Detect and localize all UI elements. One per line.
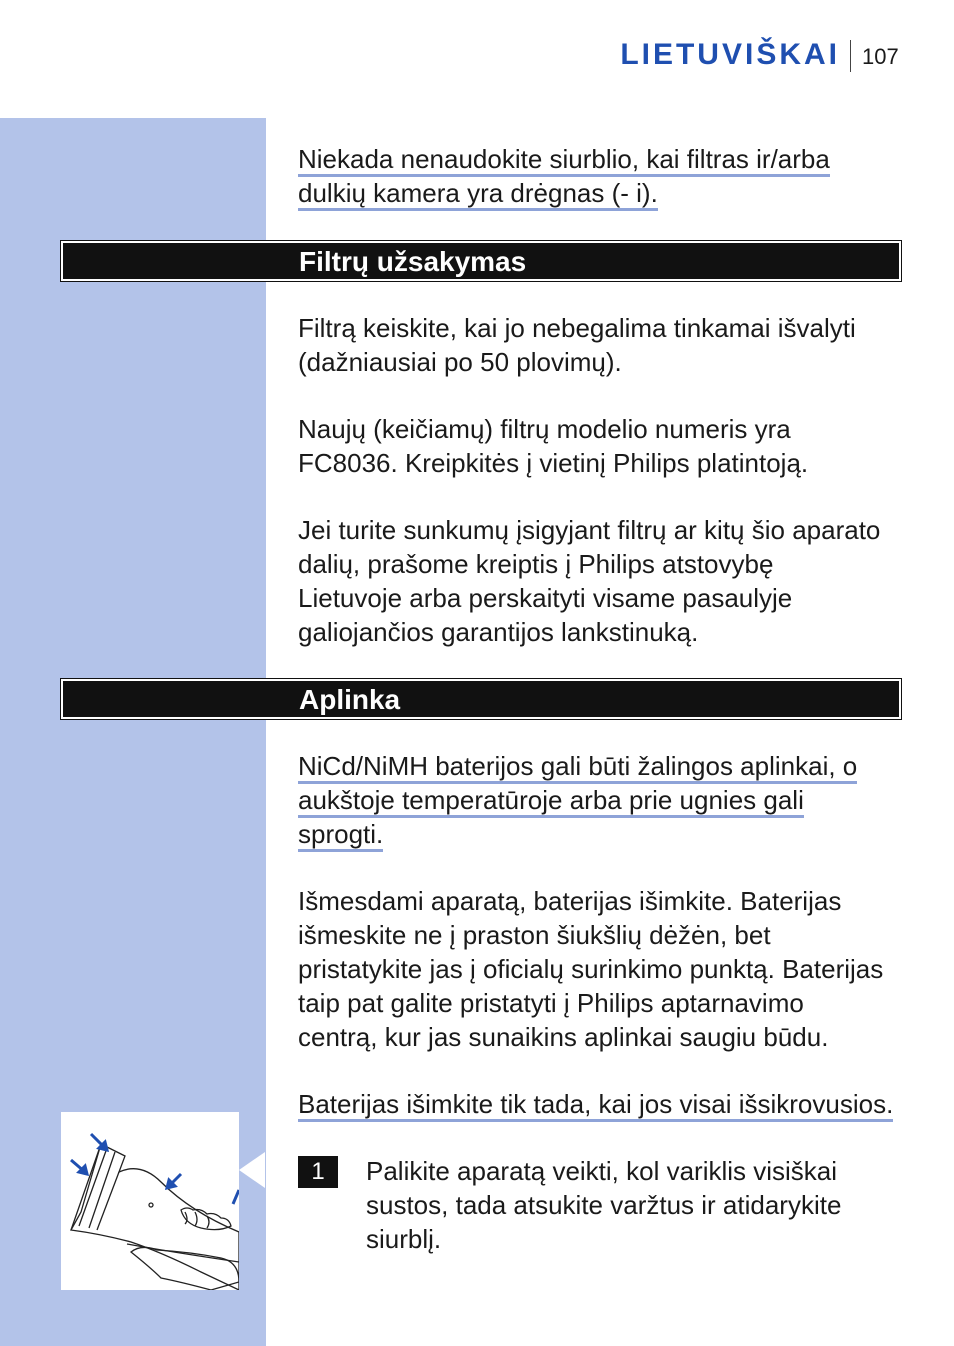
- disposal-paragraph: [298, 884, 908, 1054]
- disposal-line-5: centrą, kur jas sunaikins aplinkai saugiu būdu.: [298, 1022, 829, 1052]
- battery-remove-line: Baterijas išimkite tik tada, kai jos visai išsikrovusios.: [298, 1089, 893, 1122]
- language-header: LIETUVIŠKAI: [620, 38, 840, 71]
- battery-warning-paragraph: [298, 749, 908, 851]
- section-bar-filters: [61, 241, 901, 281]
- step-line-3: siurblį.: [366, 1224, 442, 1254]
- filters-p3-line-2: dalių, prašome kreiptis į Philips atstovybę: [298, 549, 774, 579]
- filters-p1-line-2: (dažniausiai po 50 plovimų).: [298, 347, 622, 377]
- disposal-line-3: pristatykite jas į oficialų surinkimo punktą. Baterijas: [298, 954, 884, 984]
- filters-p3-line-3: Lietuvoje arba perskaityti visame pasaulyje: [298, 583, 793, 613]
- filters-paragraph-2: [298, 412, 908, 480]
- step-instruction: [366, 1154, 906, 1256]
- disposal-line-4: taip pat galite pristatyti į Philips aptarnavimo: [298, 988, 804, 1018]
- page-number: 107: [862, 44, 899, 69]
- hand-vacuum-drawing: [61, 1112, 239, 1290]
- battery-warning-line-3: sprogti.: [298, 819, 383, 852]
- section-title-filters: Filtrų užsakymas: [299, 246, 527, 277]
- battery-warning-line-1: NiCd/NiMH baterijos gali būti žalingos aplinkai, o: [298, 751, 857, 784]
- filters-p2-line-1: Naujų (keičiamų) filtrų modelio numeris yra: [298, 414, 791, 444]
- section-bar-environment: [61, 679, 901, 719]
- step-number-badge: 1: [298, 1156, 338, 1188]
- step-line-1: Palikite aparatą veikti, kol variklis visiškai: [366, 1156, 838, 1186]
- disposal-line-1: Išmesdami aparatą, baterijas išimkite. Baterijas: [298, 886, 842, 916]
- disposal-line-2: išmeskite ne į praston šiukšlių dėžėn, bet: [298, 920, 771, 950]
- vacuum-illustration: [61, 1112, 239, 1290]
- warning-paragraph: [298, 142, 908, 210]
- filters-p3-line-4: galiojančios garantijos lankstinuką.: [298, 617, 699, 647]
- filters-p1-line-1: Filtrą keiskite, kai jo nebegalima tinkamai išvalyti: [298, 313, 856, 343]
- step-line-2: sustos, tada atsukite varžtus ir atidarykite: [366, 1190, 842, 1220]
- header-separator: [850, 40, 851, 72]
- battery-remove-note: [298, 1087, 908, 1121]
- filters-paragraph-1: [298, 311, 908, 379]
- warning-line-1: Niekada nenaudokite siurblio, kai filtras ir/arba: [298, 144, 830, 177]
- warning-line-2: dulkių kamera yra drėgnas (- i).: [298, 178, 658, 211]
- illustration-pointer: [239, 1152, 265, 1188]
- filters-paragraph-3: [298, 513, 918, 649]
- filters-p3-line-1: Jei turite sunkumų įsigyjant filtrų ar kitų šio aparato: [298, 515, 881, 545]
- section-title-environment: Aplinka: [299, 684, 401, 715]
- battery-warning-line-2: aukštoje temperatūroje arba prie ugnies gali: [298, 785, 804, 818]
- filters-p2-line-2: FC8036. Kreipkitės į vietinį Philips platintoją.: [298, 448, 809, 478]
